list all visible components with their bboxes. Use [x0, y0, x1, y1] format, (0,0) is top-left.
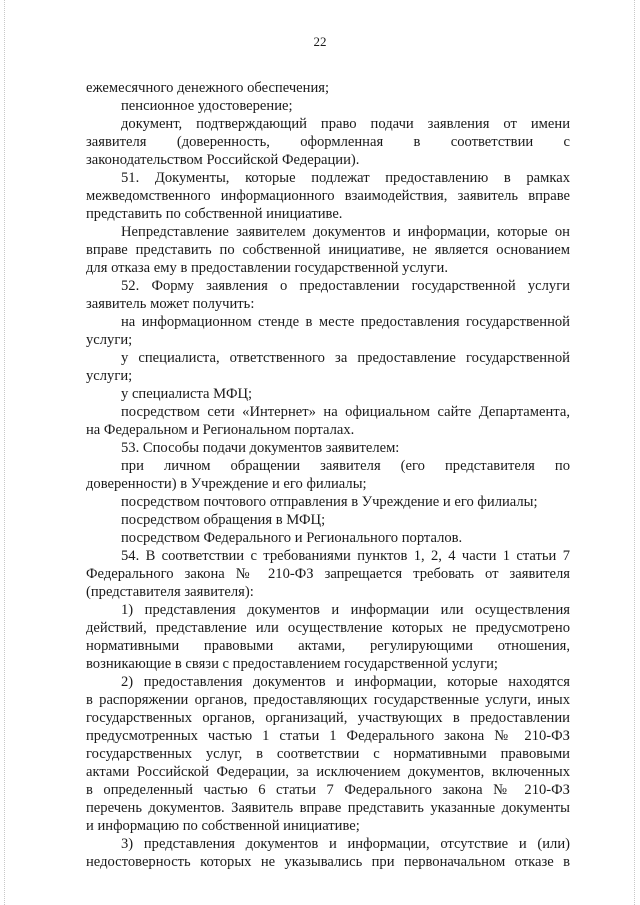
text-line: на информационном стенде в месте предоставления государственной: [121, 314, 570, 330]
text-line: представить по собственной инициативе.: [86, 206, 343, 222]
text-line: возникающие в связи с предоставлением государственной услуги;: [86, 656, 498, 672]
text-line: при личном обращении заявителя (его представителя по: [121, 458, 570, 474]
text-line: актами Российской Федерации, за исключением документов, включенных: [86, 764, 570, 780]
text-line: в определенный частью 6 статьи 7 Федерального закона № 210-ФЗ: [86, 782, 570, 798]
text-line: услуги;: [86, 368, 133, 384]
text-line: ежемесячного денежного обеспечения;: [86, 80, 330, 96]
text-line: посредством Федерального и Регионального порталов.: [121, 530, 463, 546]
text-line: 51. Документы, которые подлежат предоставлению в рамках: [121, 170, 570, 186]
text-line: 54. В соответствии с требованиями пунктов 1, 2, 4 части 1 статьи 7: [121, 548, 570, 564]
text-line: предусмотренных частью 1 статьи 1 Федерального закона № 210-ФЗ: [86, 728, 570, 744]
left-scan-edge: [4, 0, 6, 905]
text-line: посредством почтового отправления в Учреждение и его филиалы;: [121, 494, 538, 510]
text-line: вправе представить по собственной инициативе, не является основанием: [86, 242, 570, 258]
text-line: законодательством Российской Федерации).: [86, 152, 360, 168]
text-line: заявитель может получить:: [86, 296, 255, 312]
text-line: межведомственного информационного взаимодействия, заявитель вправе: [86, 188, 570, 204]
text-line: услуги;: [86, 332, 133, 348]
text-line: 3) представления документов и информации, отсутствие и (или): [121, 836, 570, 852]
text-line: 53. Способы подачи документов заявителем:: [121, 440, 400, 456]
text-line: нормативными правовыми актами, регулирующими отношения,: [86, 638, 570, 654]
text-line: посредством обращения в МФЦ;: [121, 512, 326, 528]
text-line: пенсионное удостоверение;: [121, 98, 293, 114]
text-line: и информацию по собственной инициативе;: [86, 818, 360, 834]
text-line: (представителя заявителя):: [86, 584, 254, 600]
text-line: в распоряжении органов, предоставляющих государственные услуги, иных: [86, 692, 570, 708]
text-line: для отказа ему в предоставлении государственной услуги.: [86, 260, 448, 276]
text-line: доверенности) в Учреждение и его филиалы;: [86, 476, 367, 492]
text-line: перечень документов. Заявитель вправе представить указанные документы: [86, 800, 570, 816]
text-line: недостоверность которых не указывались при первоначальном отказе в: [86, 854, 570, 870]
text-line: действий, представление или осуществление которых не предусмотрено: [86, 620, 570, 636]
page-number: 22: [313, 34, 327, 49]
text-line: заявителя (доверенность, оформленная в соответствии с: [86, 134, 570, 150]
text-line: у специалиста, ответственного за предоставление государственной: [121, 350, 570, 366]
text-line: государственных услуг, в соответствии с нормативными правовыми: [86, 746, 570, 762]
text-line: на Федеральном и Региональном порталах.: [86, 422, 355, 438]
text-line: посредством сети «Интернет» на официальном сайте Департамента,: [121, 404, 570, 420]
text-line: документ, подтверждающий право подачи заявления от имени: [121, 116, 570, 132]
text-line: 2) предоставления документов и информации, которые находятся: [121, 674, 570, 690]
text-line: Непредставление заявителем документов и информации, которые он: [121, 224, 570, 240]
text-line: у специалиста МФЦ;: [121, 386, 253, 402]
text-line: 52. Форму заявления о предоставлении государственной услуги: [121, 278, 570, 294]
text-line: Федерального закона № 210-ФЗ запрещается требовать от заявителя: [86, 566, 570, 582]
right-scan-edge: [634, 0, 636, 905]
text-line: 1) представления документов и информации или осуществления: [121, 602, 570, 618]
text-line: государственных органов, организаций, участвующих в предоставлении: [86, 710, 570, 726]
